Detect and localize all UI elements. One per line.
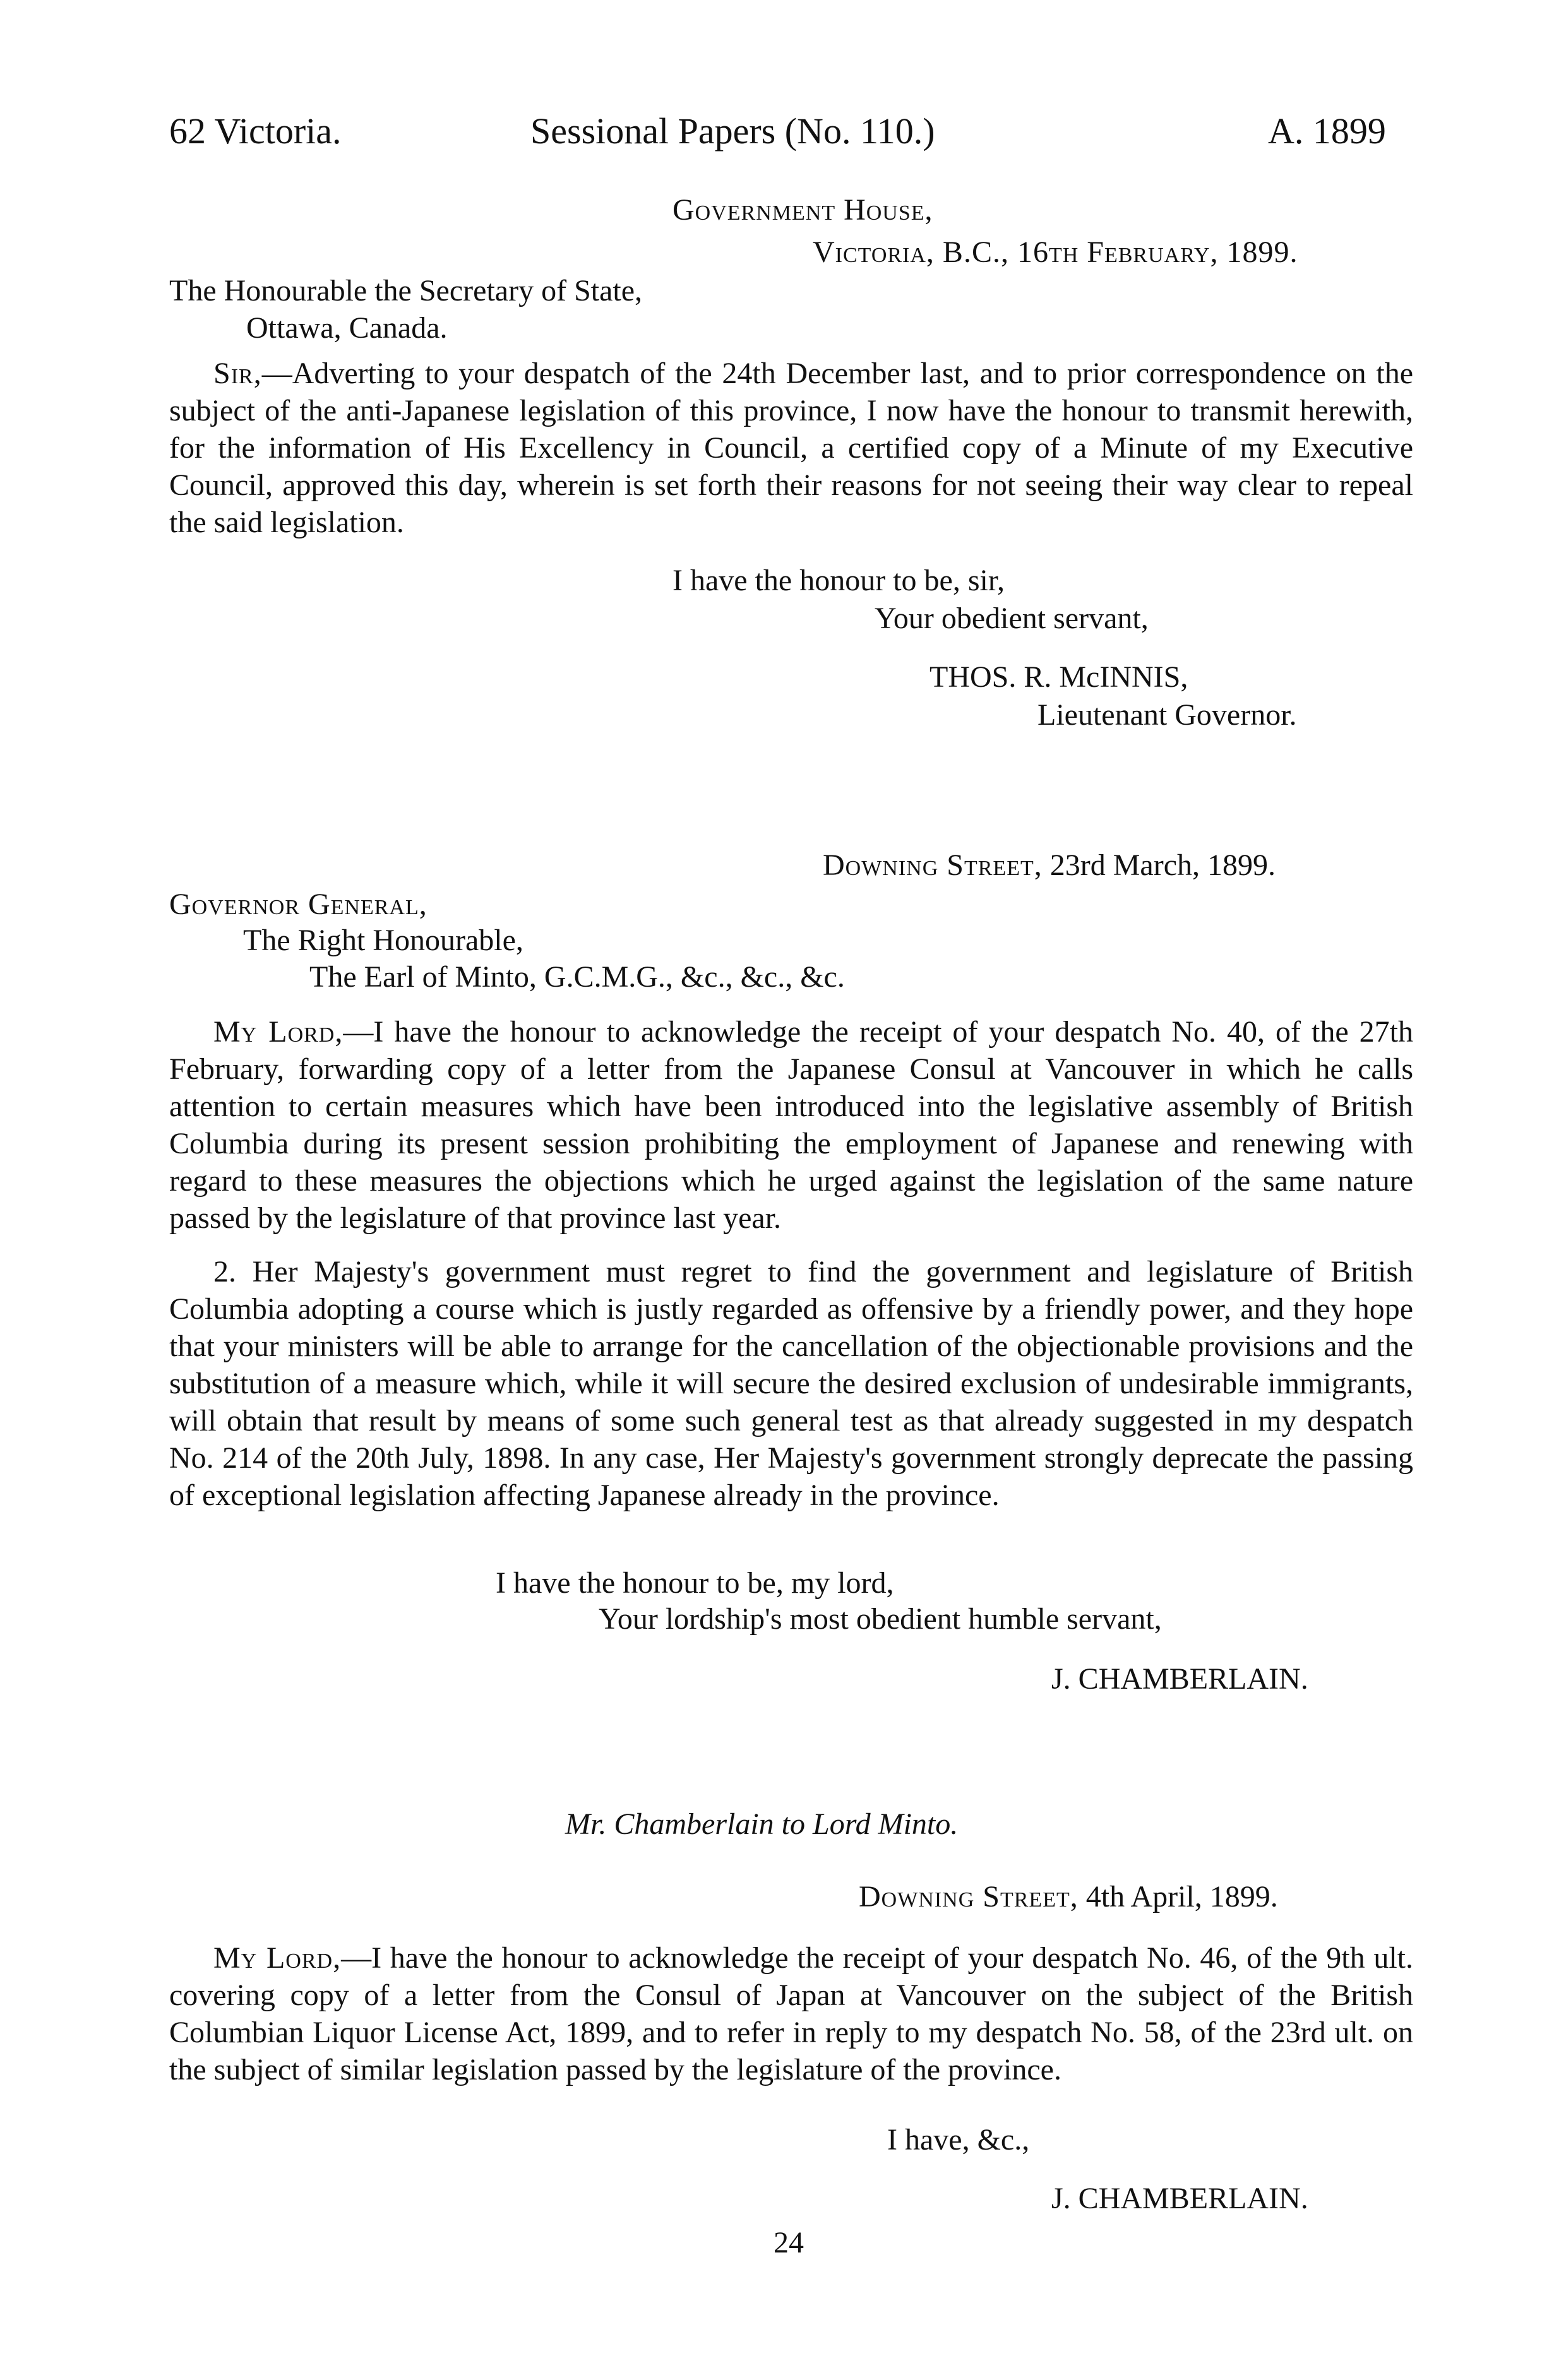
letter3-dateline: Downing Street, 4th April, 1899. <box>859 1880 1278 1913</box>
letter2-para2: 2. Her Majesty's government must regret to find the government and legislature of British Columbia adopting a course which is justly regarded as offensive by a friendly power, and they hope that your ministers will be able to arrange for the cancellation of the objectionable provisions and the substitution of a measure which, while it will secure the desired exclusion of undesirable immigrants, will obtain that result by means of some such general test as that already suggested in my despatch No. 214 of the 20th July, 1898. In any case, Her Majesty's government strongly deprecate the passing of exceptional legislation affecting Japanese already in the province. <box>169 1255 1413 1512</box>
letter3-body <box>169 1939 1413 2088</box>
letter2-recipient-line3: The Earl of Minto, G.C.M.G., &c., &c., &c. <box>309 960 845 994</box>
letter2-signature: J. CHAMBERLAIN. <box>1051 1662 1308 1696</box>
letter2-recipient-line2: The Right Honourable, <box>243 924 523 957</box>
letter1-signature: THOS. R. McINNIS, <box>929 660 1188 694</box>
letter3-heading: Mr. Chamberlain to Lord Minto. <box>565 1807 959 1841</box>
letter1-closing1: I have the honour to be, sir, <box>672 564 1005 597</box>
letter1-body <box>169 355 1413 541</box>
header-session: 62 Victoria. <box>169 110 342 152</box>
letter1-address-line2: Victoria, B.C., 16th February, 1899. <box>813 235 1298 269</box>
letter1-recipient-line2: Ottawa, Canada. <box>246 311 448 345</box>
letter2-dateline: Downing Street, 23rd March, 1899. <box>823 848 1276 882</box>
letter1-signature-title: Lieutenant Governor. <box>1037 698 1297 732</box>
letter3-closing: I have, &c., <box>887 2123 1030 2157</box>
letter3-signature: J. CHAMBERLAIN. <box>1051 2182 1308 2215</box>
letter1-salutation: Sir, <box>213 357 262 390</box>
letter2-closing1: I have the honour to be, my lord, <box>496 1566 894 1600</box>
letter1-address-line1: Government House, <box>672 193 933 227</box>
letter2-recipient-line1: Governor General, <box>169 888 427 921</box>
letter3-salutation: My Lord, <box>213 1941 342 1975</box>
header-title: Sessional Papers (No. 110.) <box>530 110 935 152</box>
letter2-para1 <box>169 1013 1413 1237</box>
letter1-recipient-line1: The Honourable the Secretary of State, <box>169 274 643 307</box>
letter2-salutation: My Lord, <box>213 1015 344 1049</box>
header-year: A. 1899 <box>1268 110 1386 152</box>
letter1-closing2: Your obedient servant, <box>875 602 1149 635</box>
letter1-body-text: —Adverting to your despatch of the 24th December last, and to prior correspondence on the subject of the anti-Japanese legislation of this province, I now have the honour to transmit herewith, for the information of His Excellency in Council, a certified copy of a Minute of my Executive Council, approved this day, wherein is set forth their reasons for not seeing their way clear to repeal the said legislation. <box>169 357 1413 539</box>
letter2-closing2: Your lordship's most obedient humble servant, <box>599 1602 1162 1636</box>
letter2-para1-text: —I have the honour to acknowledge the receipt of your despatch No. 40, of the 27th February, forwarding copy of a letter from the Japanese Consul at Vancouver in which he calls attention to certain measures which have been introduced into the legislative assembly of British Columbia during its present session prohibiting the employment of Japanese and renewing with regard to these measures the objections which he urged against the legislation of the same nature passed by the legislature of that province last year. <box>169 1015 1413 1235</box>
page-number: 24 <box>774 2226 804 2259</box>
letter3-body-text: —I have the honour to acknowledge the receipt of your despatch No. 46, of the 9th ult. covering copy of a letter from the Consul of Japan at Vancouver on the subject of the British Columbian Liquor License Act, 1899, and to refer in reply to my despatch No. 58, of the 23rd ult. on the subject of similar legislation passed by the legislature of the province. <box>169 1941 1413 2086</box>
